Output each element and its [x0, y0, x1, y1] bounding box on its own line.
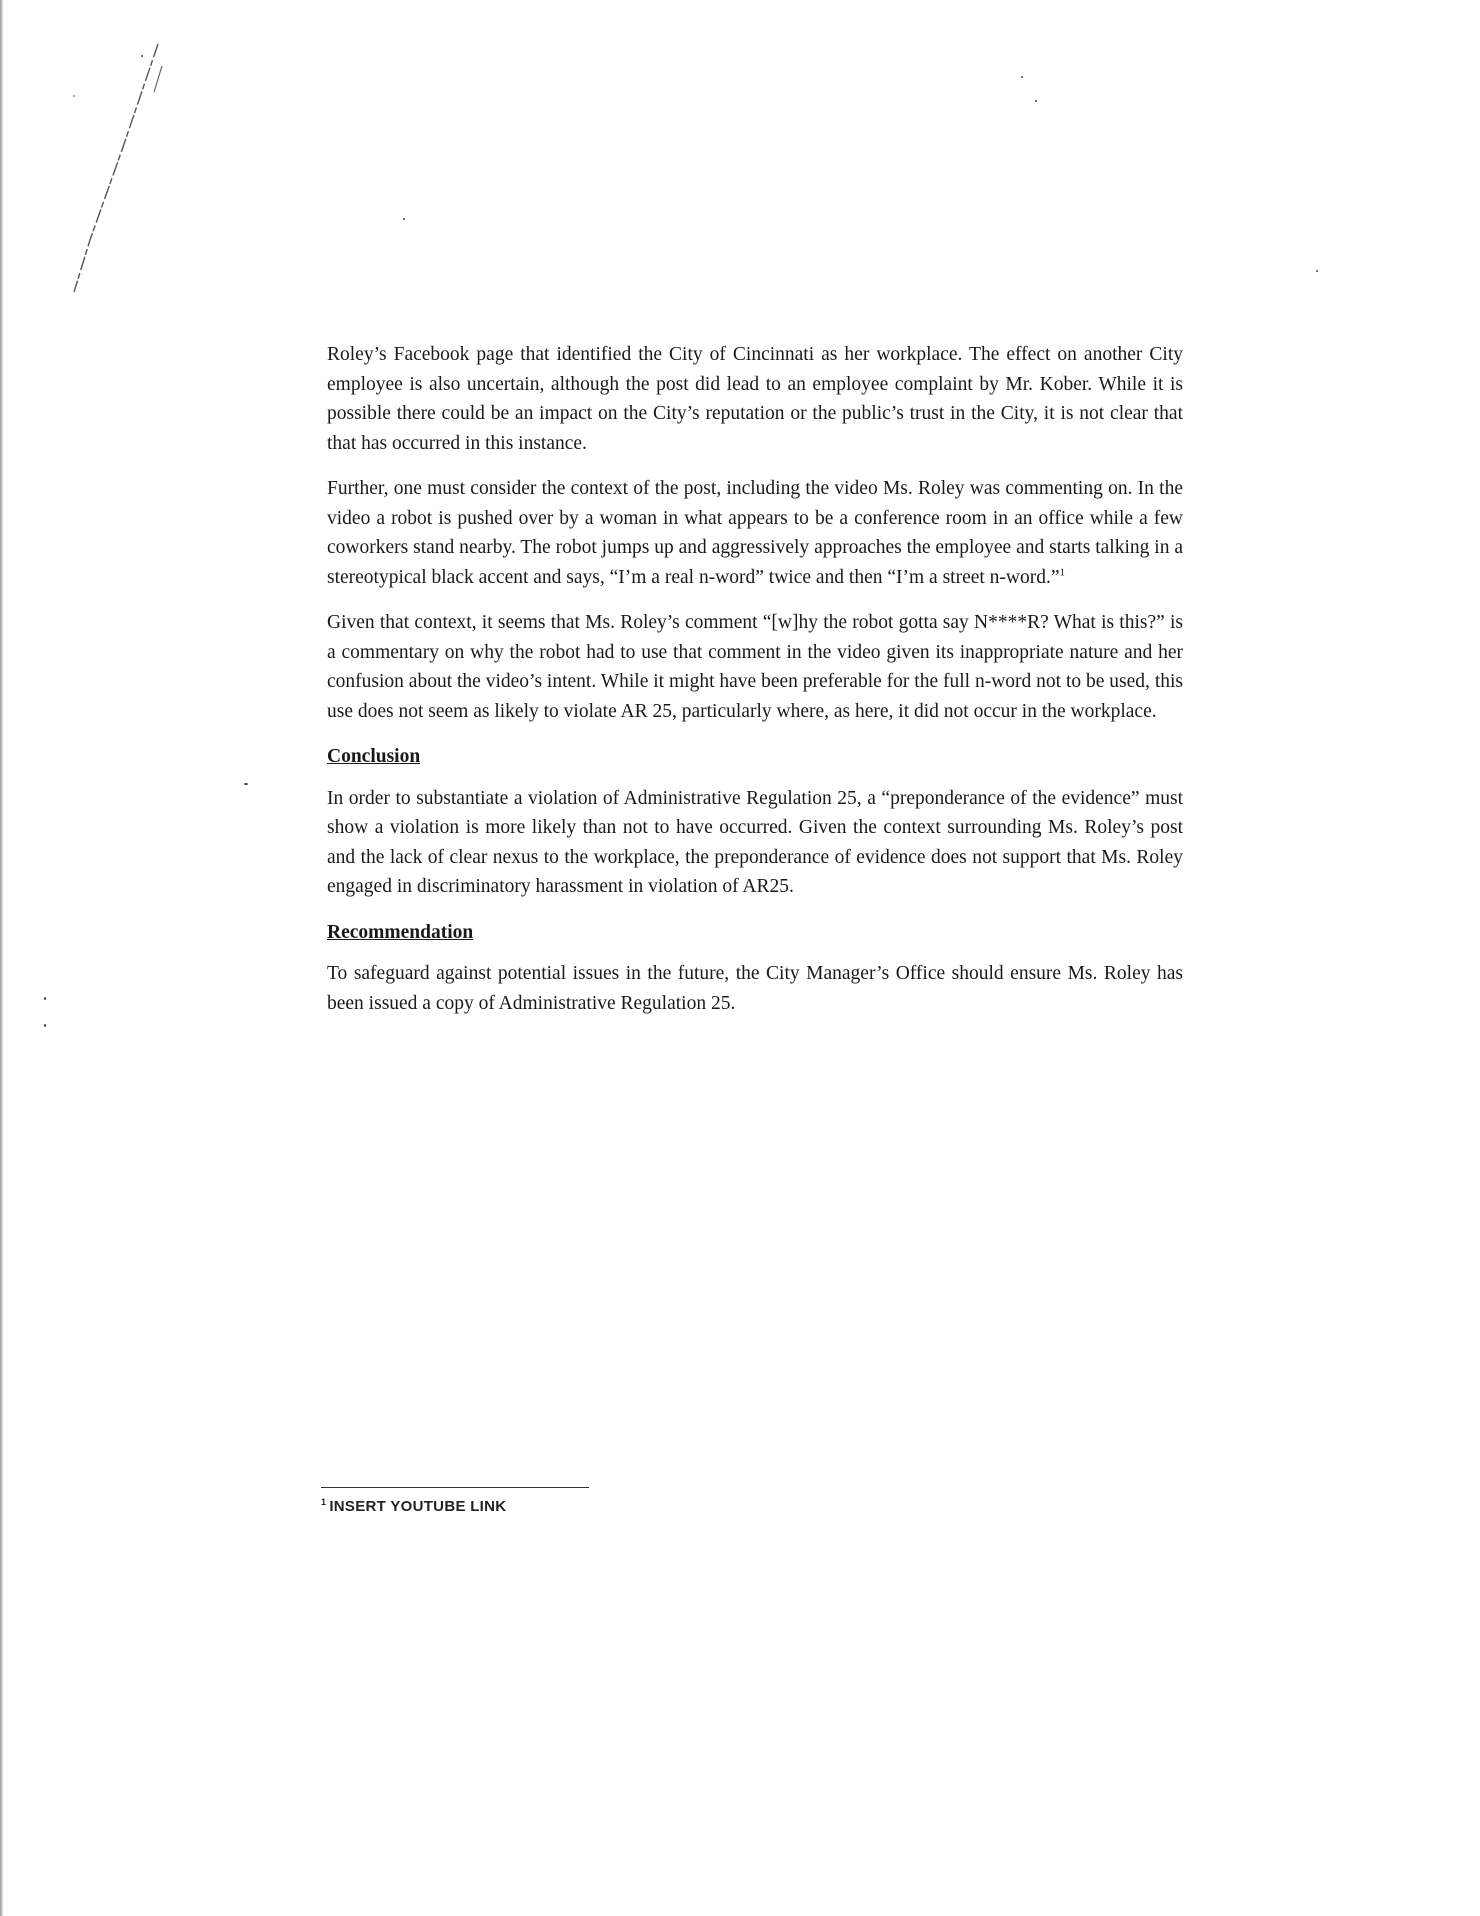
scan-speck: [403, 218, 405, 220]
conclusion-heading: Conclusion: [327, 746, 421, 767]
body-paragraph: Given that context, it seems that Ms. Roley’s comment “[w]hy the robot gotta say N****R? What is this?” is a commentary on why the robot had to use that comment in the video given its inappropriate nature and her confusion about the video’s intent. While it might have been preferable for the full n-word not to be used, this use does not seem as likely to violate AR 25, particularly where, as here, it did not occur in the workplace.: [327, 612, 1183, 722]
scan-speck: [1021, 76, 1023, 78]
footnote-separator: [321, 1487, 589, 1488]
scan-speck: [44, 997, 46, 1000]
body-paragraph: Roley’s Facebook page that identified the City of Cincinnati as her workplace. The effect on another City employee is also uncertain, although the post did lead to an employee complaint by Mr. Kober. While it is possible there could be an impact on the City’s reputation or the public’s trust in the City, it is not clear that that has occurred in this instance.: [327, 344, 1183, 454]
footnote-text: INSERT YOUTUBE LINK: [329, 1498, 507, 1515]
footnote: [321, 1498, 506, 1515]
footnote-number: 1: [321, 1497, 327, 1507]
pen-stroke-mark: [30, 40, 170, 300]
conclusion-paragraph: In order to substantiate a violation of Administrative Regulation 25, a “preponderance of the evidence” must show a violation is more likely than not to have occurred. Given the context surrounding Ms. Roley’s post and the lack of clear nexus to the workplace, the preponderance of evidence does not support that Ms. Roley engaged in discriminatory harassment in violation of AR25.: [327, 787, 1183, 897]
scan-speck: [44, 1024, 46, 1027]
scan-speck: [1316, 270, 1318, 272]
body-paragraph: Further, one must consider the context of the post, including the video Ms. Roley was commenting on. In the video a robot is pushed over by a woman in what appears to be a conference room in an office while a few coworkers stand nearby. The robot jumps up and aggressively approaches the employee and starts talking in a stereotypical black accent and says, “I’m a real n-word” twice and then “I’m a street n-word.”$^1$: [327, 478, 1183, 588]
document-body: [327, 340, 1183, 1034]
scan-speck: [244, 783, 248, 785]
scan-edge: [0, 0, 3, 1916]
recommendation-paragraph: To safeguard against potential issues in the future, the City Manager’s Office should ensure Ms. Roley has been issued a copy of Administrative Regulation 25.: [327, 963, 1183, 1014]
recommendation-heading: Recommendation: [327, 921, 474, 943]
scan-speck: [1035, 100, 1037, 102]
footnote-reference: 1: [1059, 566, 1066, 578]
